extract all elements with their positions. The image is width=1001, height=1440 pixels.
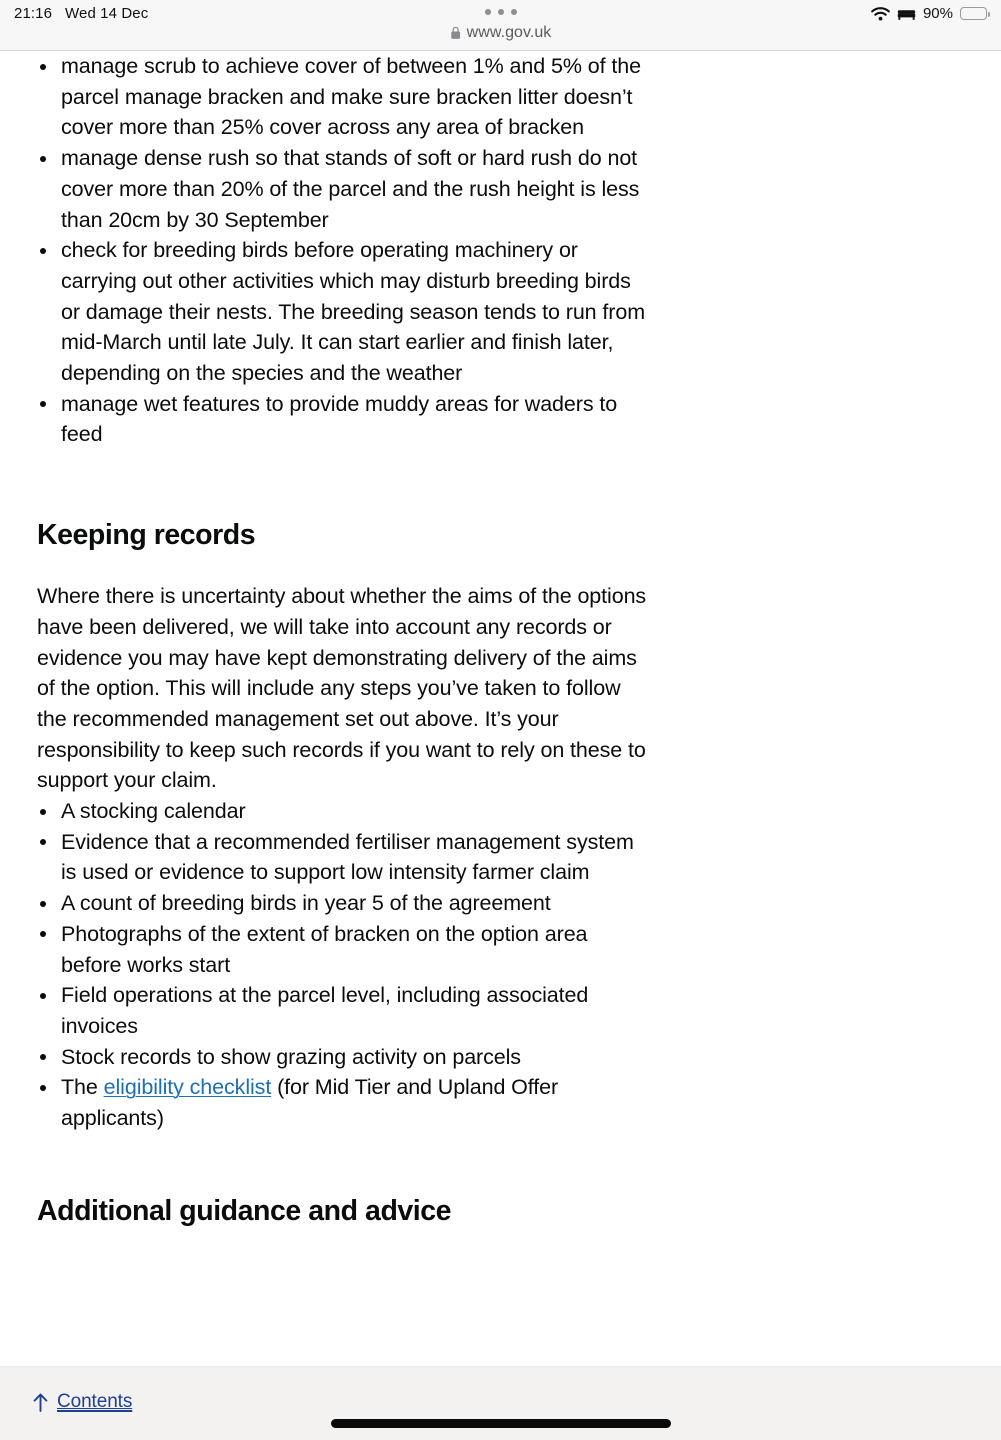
- list-item: Photographs of the extent of bracken on the option area before works start: [37, 919, 650, 980]
- status-bar-left: [14, 5, 148, 22]
- list-item: A stocking calendar: [37, 796, 650, 827]
- contents-label: Contents: [57, 1391, 133, 1412]
- article-content: [0, 51, 680, 1228]
- list-item: A count of breeding birds in year 5 of the agreement: [37, 888, 650, 919]
- browser-chrome: [0, 0, 1001, 51]
- home-indicator[interactable]: [331, 1419, 671, 1428]
- list-item: manage dense rush so that stands of soft or hard rush do not cover more than 20% of the parcel and the rush height is less than 20cm by 30 September: [37, 143, 650, 235]
- battery-percent-label: 90%: [922, 5, 953, 22]
- url-text: www.gov.uk: [466, 24, 552, 41]
- up-arrow-icon: [33, 1393, 48, 1412]
- address-bar[interactable]: [450, 24, 552, 42]
- additional-guidance-heading: Additional guidance and advice: [37, 1194, 452, 1227]
- list-item: Field operations at the parcel level, including associated invoices: [37, 980, 650, 1041]
- tab-overview-dots-icon[interactable]: [485, 9, 517, 15]
- status-date: Wed 14 Dec: [65, 5, 149, 22]
- keeping-records-list: [37, 796, 650, 1134]
- list-item: check for breeding birds before operating machinery or carrying out other activities which may disturb breeding birds or damage their nests. The breeding season tends to run from mid-March until late July. It can start earlier and finish later, depending on the species and the weather: [37, 235, 650, 389]
- dot-1: [485, 9, 491, 15]
- bed-icon: [897, 7, 916, 21]
- eligibility-prefix-text: The: [61, 1075, 104, 1100]
- eligibility-suffix-text: (for Mid Tier and Upland Offer applicants): [61, 1075, 559, 1131]
- dot-3: [511, 9, 517, 15]
- list-item: manage wet features to provide muddy areas for waders to feed: [37, 389, 650, 450]
- contents-footer-bar: [0, 1366, 1001, 1440]
- wifi-icon: [871, 7, 890, 21]
- keeping-records-heading: Keeping records: [37, 519, 256, 552]
- list-item: Evidence that a recommended fertiliser management system is used or evidence to support low intensity farmer claim: [37, 827, 650, 888]
- list-item: Stock records to show grazing activity on parcels: [37, 1042, 650, 1073]
- page-content-area: [0, 51, 1001, 1366]
- status-bar-right: [871, 5, 987, 22]
- status-time: 21:16: [14, 5, 53, 22]
- lock-icon: [450, 26, 461, 40]
- contents-link[interactable]: [33, 1391, 132, 1413]
- recommended-management-list: [37, 51, 650, 450]
- list-item: manage scrub to achieve cover of between 1% and 5% of the parcel manage bracken and make sure bracken litter doesn’t cover more than 25% cover across any area of bracken: [37, 51, 650, 143]
- list-item-eligibility-checklist: [37, 1072, 650, 1133]
- eligibility-checklist-link[interactable]: eligibility checklist: [103, 1075, 272, 1100]
- battery-icon: [960, 7, 987, 20]
- keeping-records-paragraph: Where there is uncertainty about whether the aims of the options have been delivered, we will take into account any records or evidence you may have kept demonstrating delivery of the aims of the option. This will include any steps you’ve taken to follow the recommended management set out above. It’s your responsibility to keep such records if you want to rely on these to support your claim.: [37, 584, 647, 793]
- dot-2: [498, 9, 504, 15]
